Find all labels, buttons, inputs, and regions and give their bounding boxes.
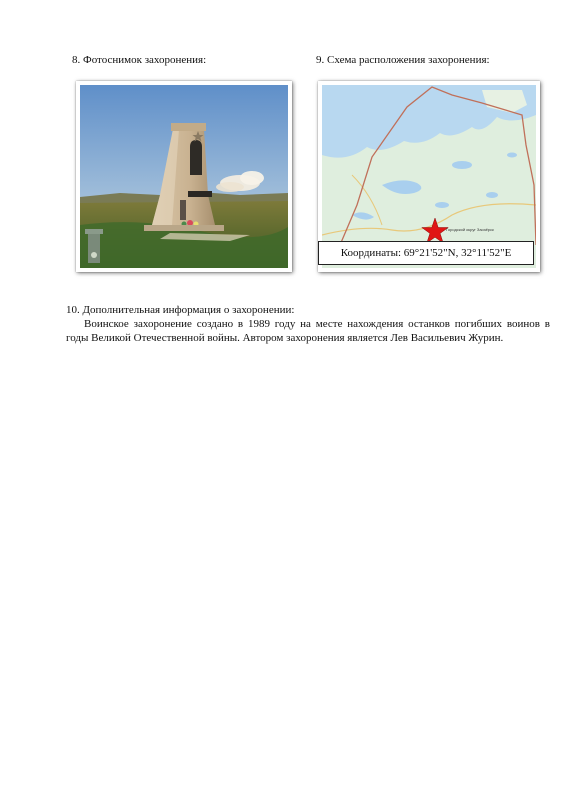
memorial-photo (76, 81, 292, 272)
additional-info-heading: 10. Дополнительная информация о захоронении: (66, 304, 295, 316)
map-marker-caption: Городской округ Заозёрск (446, 227, 494, 232)
additional-info-text: Воинское захоронение создано в 1989 году на месте нахождения останков погибших воинов в годы Великой Отечественной войны. Автором захоронения является Лев Васильевич Журин. (66, 318, 550, 344)
location-map (318, 81, 540, 272)
memorial-photo-image (80, 85, 288, 268)
map-section-label: 9. Схема расположения захоронения: (316, 54, 490, 66)
coordinates-box: Координаты: 69°21'52"N, 32°11'52"E (318, 241, 534, 265)
photo-section-label: 8. Фотоснимок захоронения: (72, 54, 207, 66)
